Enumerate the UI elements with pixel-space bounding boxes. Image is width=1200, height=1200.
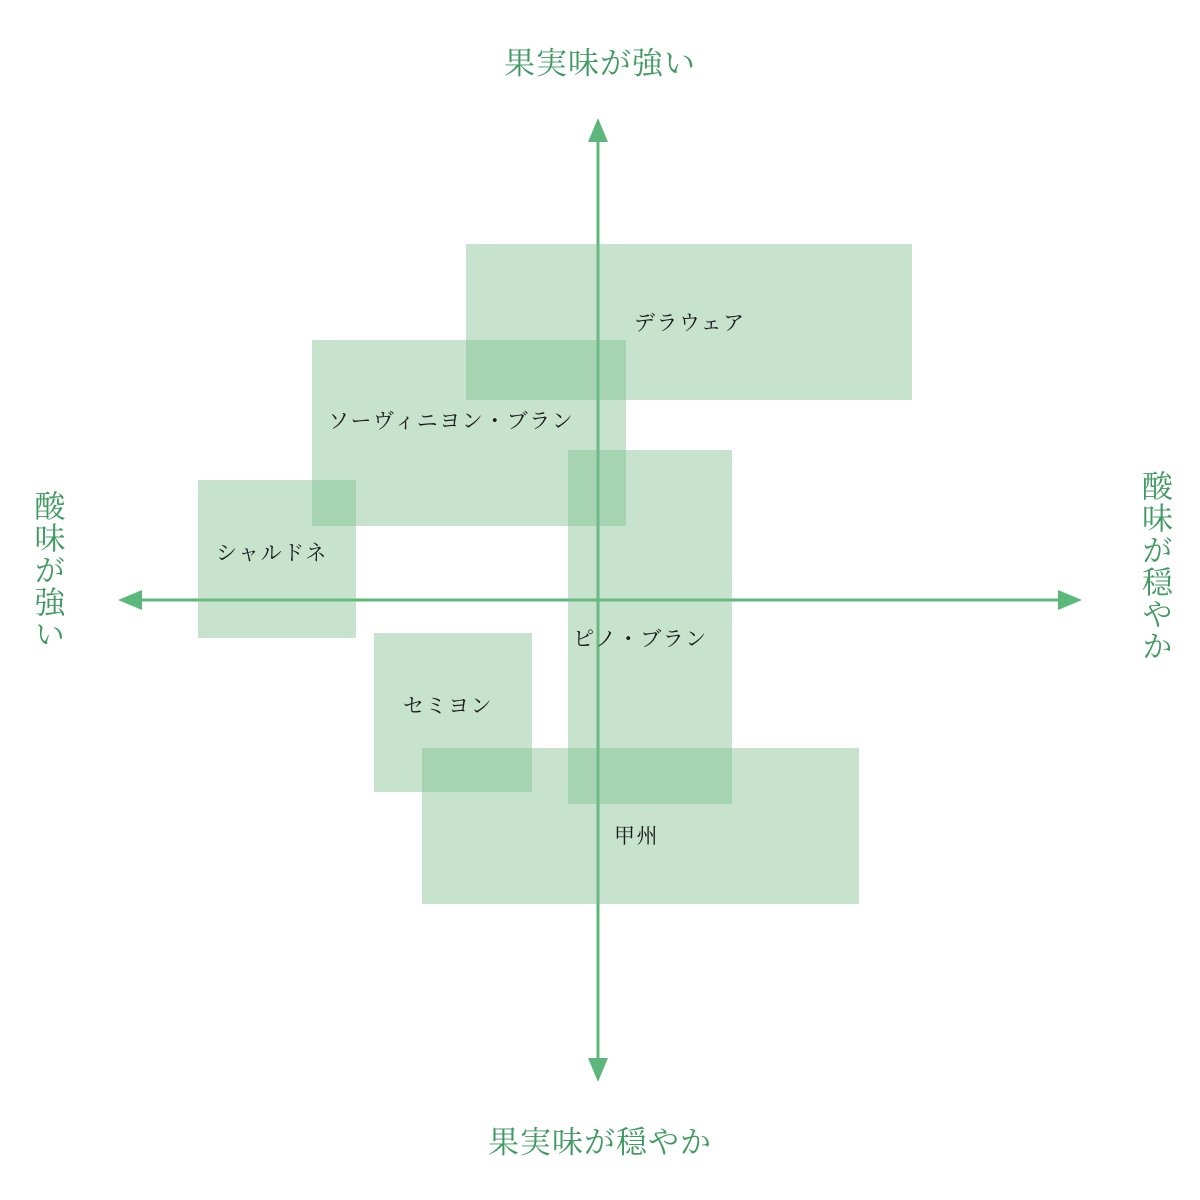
arrow-up-icon: [588, 118, 608, 142]
axis-label-right: 酸味が穏やか: [1137, 470, 1172, 662]
axis-label-top: 果実味が強い: [504, 46, 696, 81]
region-label-pinot-blanc: ピノ・ブラン: [573, 628, 708, 651]
axis-label-left: 酸味が強い: [29, 490, 65, 650]
arrow-right-icon: [1058, 590, 1082, 610]
region-label-semillon: セミヨン: [403, 695, 493, 718]
region-label-chardonnay: シャルドネ: [216, 542, 328, 565]
arrow-down-icon: [588, 1058, 608, 1082]
region-label-sauvignon-blanc: ソーヴィニヨン・ブラン: [328, 410, 575, 433]
region-label-koshu: 甲州: [614, 825, 659, 848]
axis-label-bottom: 果実味が穏やか: [488, 1125, 712, 1160]
region-label-delaware: デラウェア: [634, 312, 746, 335]
arrow-left-icon: [118, 590, 142, 610]
